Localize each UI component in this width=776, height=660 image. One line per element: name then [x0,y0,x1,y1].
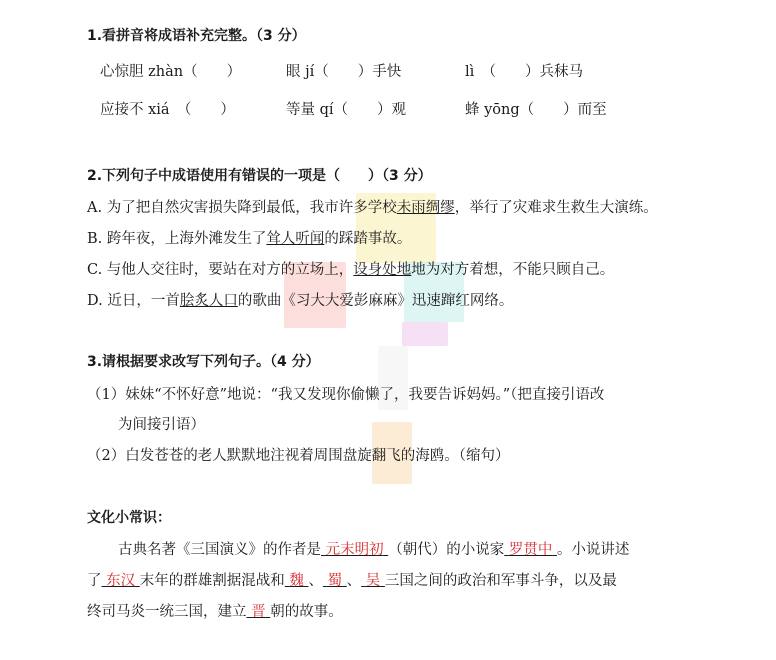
q1-item: 眼 jí（ ）手快 [286,64,402,80]
culture-text: 三国之间的政治和军事斗争，以及最 [384,573,617,589]
option-text: D. 近日，一首 [87,293,180,309]
culture-line-2 [87,569,617,590]
q1-item: 等量 qí（ ）观 [286,102,407,118]
q2-option-d [87,289,513,310]
q3-item-1-cont: 为间接引语） [118,417,205,433]
culture-text: 古典名著《三国演义》的作者是 [118,542,321,558]
q1-item: 应接不 xiá （ ） [100,102,235,118]
q1-item: 蜂 yōng（ ）而至 [465,102,607,118]
culture-text: 末年的群雄割据混战和 [139,573,285,589]
q1-item: 心惊胆 zhàn（ ） [100,64,242,80]
answer-dynasty: 元末明初 [325,542,384,558]
question-2-title: 2.下列句子中成语使用有错误的一项是（ ）（3 分） [87,168,432,184]
answer-author: 罗贯中 [508,542,553,558]
option-text: ，举行了灾难求生救生大演练。 [454,200,658,216]
answer-han: 东汉 [106,573,136,589]
option-text: 的歌曲《习大大爱彭麻麻》迅速蹿红网络。 [237,293,514,309]
culture-text: （朝代）的小说家 [388,542,505,558]
option-text: 地为对方着想，不能只顾自己。 [411,262,615,278]
culture-text: 。小说讲述 [556,542,630,558]
question-3-title: 3.请根据要求改写下列句子。（4 分） [87,354,320,370]
q1-item: lì （ ）兵秣马 [465,64,584,80]
option-idiom: 脍炙人口 [179,293,238,309]
q2-option-c [87,258,614,279]
culture-text: 终司马炎一统三国，建立 [87,604,247,620]
answer-jin: 晋 [251,604,266,620]
question-1-title: 1.看拼音将成语补充完整。（3 分） [87,28,306,44]
culture-text: 朝的故事。 [270,604,343,620]
option-idiom: 设身处地 [353,262,412,278]
answer-wu: 吴 [365,573,381,589]
answer-wei: 魏 [289,573,304,589]
q3-item-1: （1）妹妹“不怀好意”地说：“我又发现你偷懒了，我要告诉妈妈。”（把直接引语改 [87,387,605,403]
option-text: 的踩踏事故。 [324,231,412,247]
q2-option-b [87,227,411,248]
culture-line-3 [87,600,343,621]
option-text: C. 与他人交往时，要站在对方的立场上， [87,262,354,278]
culture-text: 、 [308,573,323,589]
option-text: A. 为了把自然灾害损失降到最低，我市许多学校 [87,200,397,216]
culture-title: 文化小常识： [87,510,171,526]
q2-option-a [87,196,658,217]
watermark-shape [402,322,448,346]
q3-item-2: （2）白发苍苍的老人默默地注视着周围盘旋翻飞的海鸥。（缩句） [87,448,510,464]
answer-shu: 蜀 [327,573,343,589]
culture-text: 了 [87,573,102,589]
option-text: B. 跨年夜，上海外滩发生了 [87,231,267,247]
culture-line-1 [118,538,629,559]
culture-text: 、 [346,573,362,589]
option-idiom: 未雨绸缪 [396,200,455,216]
option-idiom: 耸人听闻 [266,231,325,247]
